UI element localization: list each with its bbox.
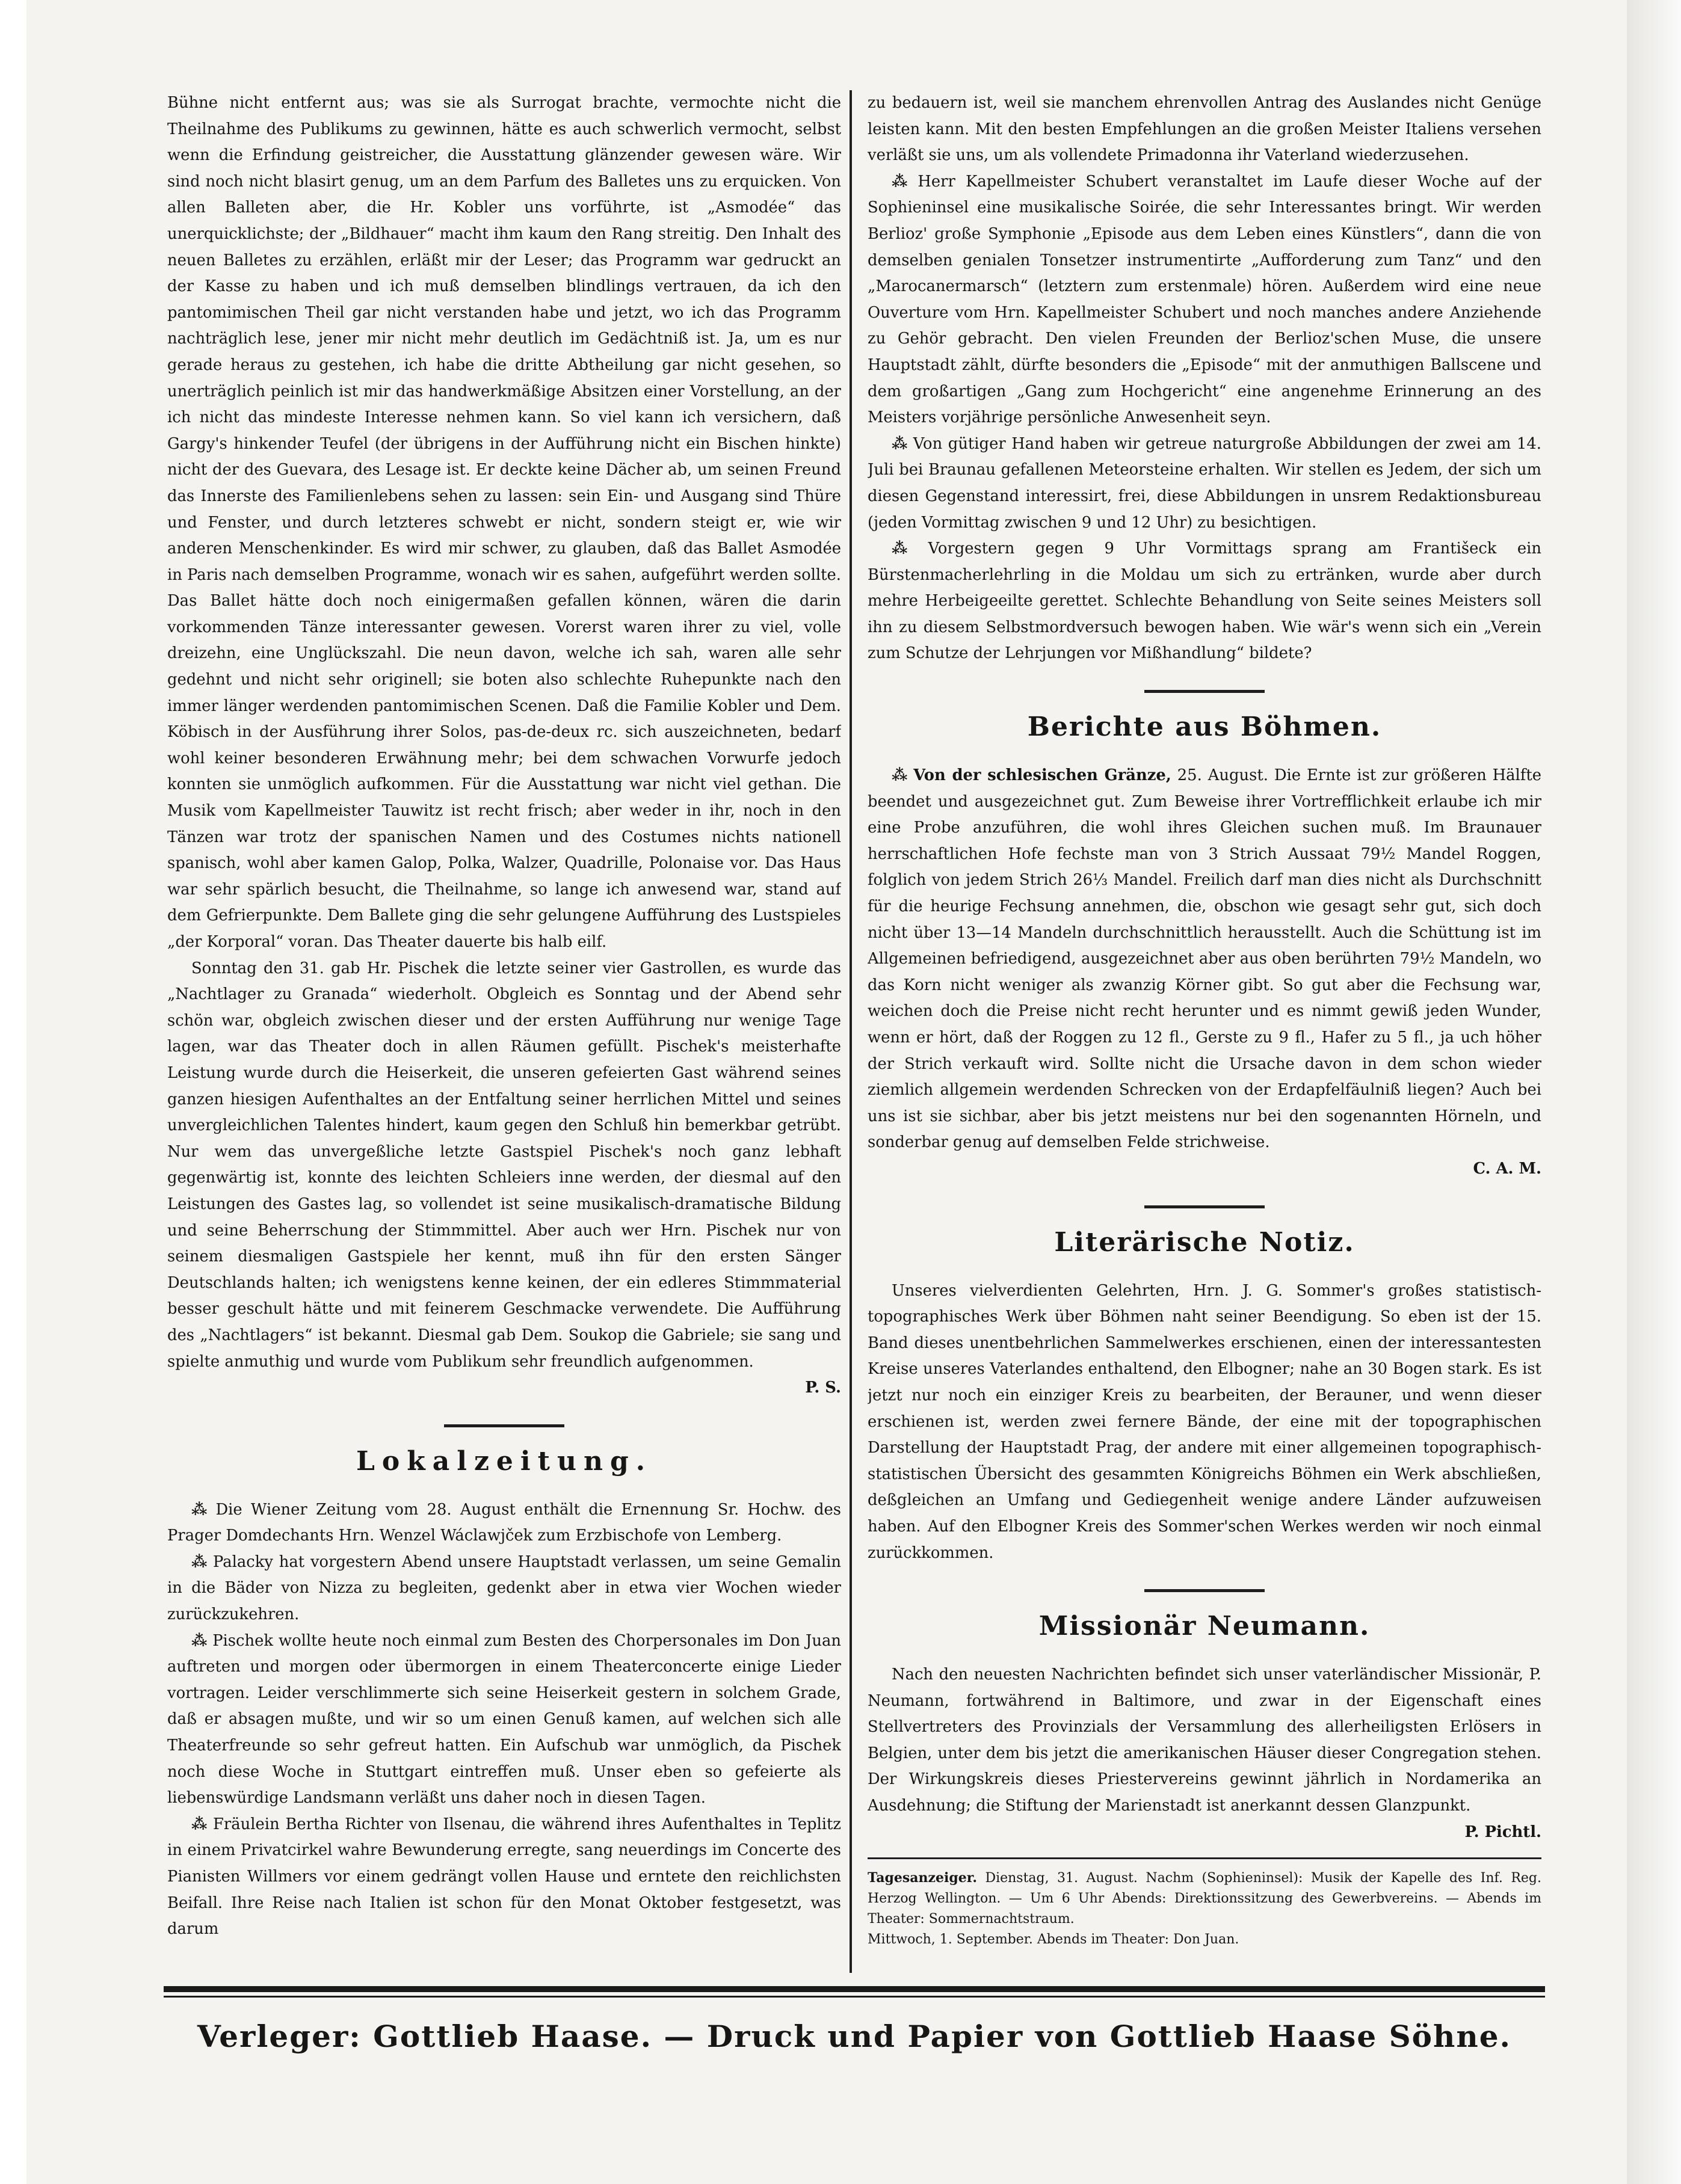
tagesanzeiger-divider	[868, 1857, 1541, 1859]
bohemia-report: ⁂ Von der schlesischen Gränze, 25. August. Die Ernte ist zur größeren Hälfte beendet und ausgezeichnet gut. Zum Beweise ihrer Vortrefflichkeit erlaube ich mir eine Probe anzuführen, die wohl ihres Gleichen suchen muß. Im Braunauer herrschaftlichen Hofe fechste man von 3 Strich Aussaat 79½ Mandel Roggen, folglich von jedem Strich 26⅓ Mandel. Freilich darf man dies nicht als Durchschnitt für die heurige Fechsung annehmen, die, obschon wie gesagt sehr gut, sich doch nicht über 13—14 Mandeln durchschnittlich herausstellt. Auch die Schüttung ist im Allgemeinen befriedigend, ausgezeichnet aber aus oben berührten 79½ Mandeln, wo das Korn nicht weniger als zwanzig Körner gibt. So gut aber die Fechsung war, weichen doch die Preise nicht recht herunter und es nimmt gewiß jeden Wunder, wenn er hört, daß der Roggen zu 12 fl., Gerste zu 9 fl., Hafer zu 5 fl., ja uch höher der Strich verkauft wird. Sollte nicht die Ursache davon in dem schon wieder ziemlich allgemein werdenden Schrecken von der Erdapfelfäulniß liegen? Auch bei uns ist sie sichbar, aber bis jetzt meistens nur bei den sogenannten Hörneln, und sonderbar genug auf demselben Felde strichweise.	[868, 766, 1541, 1152]
theatre-review-paragraph: Bühne nicht entfernt aus; was sie als Surrogat brachte, vermochte nicht die Theilnahme des Publikums zu gewinnen, hätte es auch schwerlich vermocht, selbst wenn die Erfindung geistreicher, die Ausstattung glänzender gewesen wäre. Wir sind noch nicht blasirt genug, um an dem Parfum des Balletes uns zu erquicken. Von allen Balleten aber, die Hr. Kobler uns vorführte, ist „Asmodée“ das unerquicklichste; der „Bildhauer“ macht ihm kaum den Rang streitig. Den Inhalt des neuen Balletes zu erzählen, erläßt mir der Leser; das Programm war gedruckt an der Kasse zu haben und ich muß demselben blindlings vertrauen, da ich den pantomimischen Theil gar nicht verstanden habe und jetzt, wo ich das Programm nachträglich lese, jener mir nicht mehr deutlich im Gedächtniß ist. Ja, um es nur gerade heraus zu gestehen, ich habe die dritte Abtheilung gar nicht gesehen, so unerträglich peinlich ist mir das handwerkmäßige Absitzen einer Vorstellung, an der ich nicht das mindeste Interesse nehmen kann. So viel kann ich versichern, daß Gargy's hinkender Teufel (der übrigens in der Aufführung nicht ein Bischen hinkte) nicht der des Guevara, des Lesage ist. Er deckte keine Dächer ab, um seinen Freund das Innerste des Familienlebens sehen zu lassen: sein Ein- und Ausgang sind Thüre und Fenster, und durch letzteres schwebt er nicht, sondern steigt er, wie wir anderen Menschenkinder. Es wird mir schwer, zu glauben, daß das Ballet Asmodée in Paris nach demselben Programme, wonach wir es sahen, aufgeführt werden sollte. Das Ballet hätte doch noch einigermaßen gefallen können, wären die darin vorkommenden Tänze interessanter gewesen. Vorerst waren ihrer zu viel, volle dreizehn, eine Unglückszahl. Die neun davon, welche ich sah, waren alle sehr gedehnt und nicht sehr originell; sie boten also schlechte Ruhepunkte nach den immer länger werdenden pantomimischen Scenen. Daß die Familie Kobler und Dem. Köbisch in der Ausführung ihrer Solos, pas-de-deux rc. sich auszeichneten, bedarf wohl keiner besonderen Erwähnung mehr; bei dem schwachen Vorwurfe jedoch konnten sie unmöglich aufkommen. Für die Ausstattung war nicht viel gethan. Die Musik vom Kapellmeister Tauwitz ist recht frisch; aber weder in ihr, noch in den Tänzen war trotz der spanischen Namen und des Costumes nichts nationell spanisch, wohl aber kamen Galop, Polka, Walzer, Quadrille, Polonaise vor. Das Haus war sehr spärlich besucht, die Theilnahme, so lange ich anwesend war, stand auf dem Gefrierpunkte. Dem Ballete ging die sehr gelungene Aufführung des Lustspieles „der Korporal“ voran. Das Theater dauerte bis halb eilf.	[167, 94, 841, 951]
asterism-icon: ⁂	[191, 1631, 208, 1650]
footer-rule	[164, 1996, 1545, 1998]
asterism-icon: ⁂	[892, 172, 913, 191]
tagesanzeiger-line: Mittwoch, 1. September. Abends im Theater: Don Juan.	[868, 1932, 1239, 1948]
section-title-missionary: Missionär Neumann.	[1038, 1611, 1371, 1642]
right-column	[868, 90, 1541, 1973]
news-item: ⁂ Pischek wollte heute noch einmal zum Besten des Chorpersonales im Don Juan auftreten und morgen oder übermorgen in einem Theaterconcerte einige Lieder vortragen. Leider verschlimmerte sich seine Heiserkeit gestern in solchem Grade, daß er absagen mußte, und wir so um einen Genuß kamen, auf welchen sich alle Theaterfreunde so sehr gefreut hatten. Ein Aufschub war unmöglich, da Pischek noch diese Woche in Stuttgart eintreffen muß. Unser eben so gefeierte als liebenswürdige Landsmann verläßt uns daher noch in diesen Tagen.	[167, 1631, 841, 1807]
news-item-continuation: zu bedauern ist, weil sie manchem ehrenvollen Antrag des Auslandes nicht Genüge leisten kann. Mit den besten Empfehlungen an die großen Meister Italiens versehen verläßt sie uns, um als vollendete Primadonna ihr Vaterland wiederzusehen.	[868, 94, 1541, 165]
asterism-icon: ⁂	[892, 540, 924, 558]
literary-notice: Unseres vielverdienten Gelehrten, Hrn. J. G. Sommer's großes statistisch-topographisches Werk über Böhmen naht seiner Beendigung. So eben ist der 15. Band dieses unentbehrlichen Sammelwerkes erschienen, einen der interessantesten Kreise unseres Vaterlandes enthaltend, den Elbogner; nahe an 30 Bogen stark. Es ist jetzt nur noch ein einziger Kreis zu bearbeiten, der Berauner, und wenn dieser erschienen ist, werden zwei fernere Bände, der eine mit der topographischen Darstellung der Hauptstadt Prag, der andere mit einer allgemeinen topographisch-statistischen Übersicht des gesammten Königreichs Böhmen ein Werk abschließen, deßgleichen an Umfang und Gediegenheit wenige andere Länder aufzuweisen haben. Auf den Elbogner Kreis des Sommer'schen Werkes werden wir noch einmal zurückkommen.	[868, 1281, 1541, 1562]
news-item: ⁂ Herr Kapellmeister Schubert veranstaltet im Laufe dieser Woche auf der Sophieninsel eine musikalische Soirée, die sehr Interessantes bringt. Wir werden Berlioz' große Symphonie „Episode aus dem Leben eines Künstlers“, dann die von demselben genialen Tonsetzer instrumentirte „Aufforderung zum Tanz“ und den „Marocanermarsch“ (letztern zum erstenmale) hören. Außerdem wird eine neue Ouverture vom Hrn. Kapellmeister Schubert und noch manches andere Anziehende zu Gehör gebracht. Den vielen Freunden der Berlioz'schen Muse, die unsere Hauptstadt zählt, dürfte besonders die „Episode“ mit der anmuthigen Ballscene und dem großartigen „Gang zum Hochgericht“ eine angenehme Erinnerung an des Meisters vorjährige persönliche Anwesenheit seyn.	[868, 172, 1541, 427]
section-divider	[444, 1424, 564, 1427]
tagesanzeiger: Tagesanzeiger. Dienstag, 31. August. Nachm (Sophieninsel): Musik der Kapelle des Inf. Reg. Herzog Wellington. — Um 6 Uhr Abends: Direktionssitzung des Gewerbvereins. — Abends im Theater: Sommernachtstraum.	[868, 1870, 1541, 1927]
bohemia-report-heading: Von der schlesischen Gränze,	[913, 766, 1171, 785]
section-title-lokalzeitung: Lokalzeitung.	[356, 1445, 653, 1477]
asterism-icon: ⁂	[191, 1552, 209, 1571]
bohemia-report-signature: C. A. M.	[1473, 1159, 1541, 1178]
tagesanzeiger-label: Tagesanzeiger.	[868, 1870, 977, 1886]
missionary-signature: P. Pichtl.	[1464, 1823, 1541, 1841]
theatre-review-signature: P. S.	[805, 1379, 841, 1397]
section-divider	[1144, 1205, 1265, 1208]
missionary-notice: Nach den neuesten Nachrichten befindet sich unser vaterländischer Missionär, P. Neumann, fortwährend in Baltimore, und zwar in der Eigenschaft eines Stellvertreters des Provinzials der Versammlung des allerheiligsten Erlösers in Belgien, unter dem bis jetzt die amerikanischen Häuser dieser Congregation stehen. Der Wirkungskreis dieses Priestervereins gewinnt jährlich in Nordamerika an Ausdehnung; die Stiftung der Marienstadt ist anerkannt dessen Glanzpunkt.	[868, 1666, 1541, 1815]
section-title-berichte: Berichte aus Böhmen.	[1027, 712, 1382, 743]
theatre-review-paragraph: Sonntag den 31. gab Hr. Pischek die letzte seiner vier Gastrollen, es wurde das „Nachtlager zu Granada“ wiederholt. Obgleich es Sonntag und der Abend sehr schön war, obgleich zwischen dieser und der ersten Aufführung nur wenige Tage lagen, war das Theater doch in allen Räumen gefüllt. Pischek's meisterhafte Leistung wurde durch die Heiserkeit, die unseren gefeierten Gast während seines ganzen hiesigen Aufenthaltes an der Entfaltung seiner herrlichen Mittel und seines unvergleichlichen Talentes hindert, kaum gegen den Schluß hin bemerkbar getrübt. Nur wem das unvergeßliche letzte Gastspiel Pischek's noch ganz lebhaft gegenwärtig ist, konnte des leichten Schleiers inne werden, der diesmal auf den Leistungen des Gastes lag, so vollendet ist seine musikalisch-dramatische Bildung und seine Beherrschung der Stimmmittel. Aber auch wer Hrn. Pischek nur von seinem diesmaligen Gastspiele her kennt, muß ihn für den ersten Sänger Deutschlands halten; ich wenigstens kenne keinen, der ein edleres Stimmmaterial besser geschult hätte und mit feinerem Geschmacke verwendete. Die Aufführung des „Nachtlagers“ ist bekannt. Diesmal gab Dem. Soukop die Gabriele; sie sang und spielte anmuthig und wurde vom Publikum sehr freundlich aufgenommen.	[167, 959, 841, 1371]
asterism-icon: ⁂	[191, 1815, 209, 1833]
news-item: ⁂ Die Wiener Zeitung vom 28. August enthält die Ernennung Sr. Hochw. des Prager Domdechants Hrn. Wenzel Wáclawjček zum Erzbischofe von Lemberg.	[167, 1500, 841, 1545]
news-item: ⁂ Vorgestern gegen 9 Uhr Vormittags sprang am Františeck ein Bürstenmacherlehrling in die Moldau um sich zu ertränken, wurde aber durch mehre Herbeigeeilte gerettet. Schlechte Behandlung von Seite seines Meisters soll ihn zu diesem Selbstmordversuch bewogen haben. Wie wär's wenn sich ein „Verein zum Schutze der Lehrjungen vor Mißhandlung“ bildete?	[868, 540, 1541, 663]
footer-rule	[164, 1986, 1545, 1992]
page-edge	[1627, 0, 1681, 2184]
section-divider	[1144, 1589, 1265, 1592]
publisher-imprint: Verleger: Gottlieb Haase. — Druck und Papier von Gottlieb Haase Söhne.	[197, 2019, 1511, 2054]
section-divider	[1144, 690, 1265, 693]
asterism-icon: ⁂	[191, 1500, 211, 1519]
section-title-literary: Literärische Notiz.	[1054, 1226, 1355, 1258]
news-item: ⁂ Fräulein Bertha Richter von Ilsenau, die während ihres Aufenthaltes in Teplitz in einem Privatcirkel wahre Bewunderung erregte, sang neuerdings im Concerte des Pianisten Willmers vor einem gedrängt vollen Hause und erntete den reichlichsten Beifall. Ihre Reise nach Italien ist schon für den Monat Oktober festgesetzt, was darum	[167, 1815, 841, 1939]
left-column	[167, 90, 841, 1973]
column-rule	[850, 90, 852, 1973]
asterism-icon: ⁂	[892, 434, 908, 453]
asterism-icon: ⁂	[892, 766, 909, 785]
news-item: ⁂ Von gütiger Hand haben wir getreue naturgroße Abbildungen der zwei am 14. Juli bei Braunau gefallenen Meteorsteine erhalten. Wir stellen es Jedem, der sich um diesen Gegenstand interessirt, frei, diese Abbildungen in unsrem Redaktionsbureau (jeden Vormittag zwischen 9 und 12 Uhr) zu besichtigen.	[868, 434, 1541, 532]
news-item: ⁂ Palacky hat vorgestern Abend unsere Hauptstadt verlassen, um seine Gemalin in die Bäder von Nizza zu begleiten, gedenkt aber in etwa vier Wochen wieder zurückzukehren.	[167, 1552, 841, 1624]
